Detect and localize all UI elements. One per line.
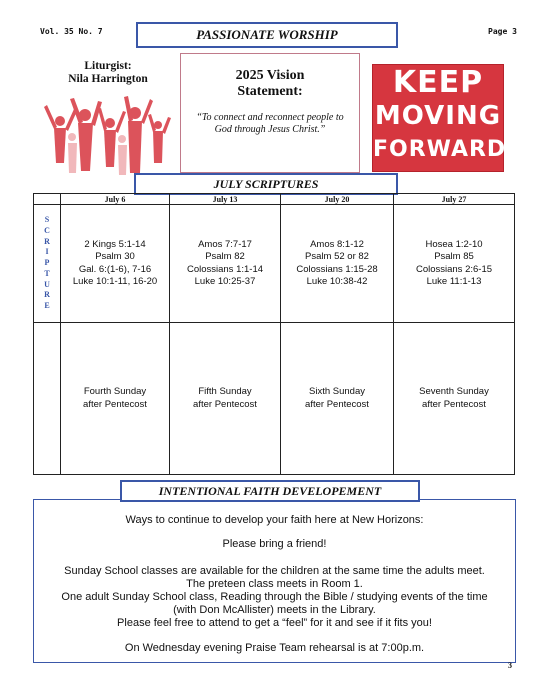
- readings-cell: [170, 205, 281, 323]
- sunday-season: after Pentecost: [193, 398, 257, 410]
- sunday-school-line: One adult Sunday School class, Reading through the Bible / studying events of the time: [61, 591, 488, 603]
- scriptures-title: JULY SCRIPTURES: [213, 177, 319, 191]
- scripture-side-label: [34, 205, 61, 323]
- reading: Amos 8:1-12: [310, 238, 364, 250]
- reading: Colossians 1:15-28: [296, 263, 378, 275]
- readings-cell: [394, 205, 515, 323]
- worship-figures-illustration: [40, 93, 172, 177]
- poster-line2: MOVING: [374, 101, 502, 131]
- readings-cell: [61, 205, 170, 323]
- page-label: Page 3: [488, 27, 517, 36]
- sunday-school-line: Please feel free to attend to get a “feel” for it and see if it fits you!: [117, 617, 432, 629]
- passionate-worship-banner: [136, 22, 398, 48]
- sunday-name: Fourth Sunday: [83, 386, 147, 397]
- sunday-school-line: (with Don McAllister) meets in the Library.: [173, 604, 376, 616]
- side-letter: T: [44, 268, 50, 278]
- liturgist-name: Nila Harrington: [68, 73, 148, 85]
- liturgist-block: [58, 60, 158, 86]
- sunday-name: Fifth Sunday: [198, 386, 252, 397]
- poster-line1: KEEP: [392, 65, 484, 100]
- reading: Hosea 1:2-10: [425, 238, 483, 250]
- sunday-cell: [394, 323, 515, 475]
- sunday-cell: [61, 323, 170, 475]
- bring-a-friend: Please bring a friend!: [222, 538, 327, 550]
- side-letter: E: [44, 301, 50, 311]
- date-header: July 20: [281, 194, 394, 205]
- july-scriptures-banner: [134, 173, 398, 195]
- readings-row: [34, 205, 515, 323]
- reading: Psalm 52 or 82: [305, 251, 369, 262]
- liturgist-label: Liturgist:: [84, 60, 132, 72]
- date-header: July 13: [170, 194, 281, 205]
- readings-cell: [281, 205, 394, 323]
- reading: Gal. 6:(1-6), 7-16: [78, 263, 152, 275]
- reading: Psalm 30: [95, 251, 135, 262]
- vision-title-line1: 2025 Vision: [235, 68, 305, 83]
- reading: Psalm 85: [434, 251, 474, 262]
- reading: 2 Kings 5:1-14: [84, 238, 146, 250]
- sunday-school-line: Sunday School classes are available for the children at the same time the adults meet.: [64, 565, 485, 577]
- side-letter: R: [44, 236, 50, 246]
- keep-moving-forward-poster: [372, 64, 507, 172]
- vision-quote-line2: God through Jesus Christ.”: [214, 124, 326, 135]
- side-letter: P: [44, 258, 50, 268]
- vision-statement-box: [180, 53, 360, 173]
- volume-label: Vol. 35 No. 7: [40, 27, 103, 36]
- vision-quote-line1: “To connect and reconnect people to: [196, 112, 344, 123]
- side-letter: I: [45, 247, 49, 257]
- side-letter: R: [44, 290, 50, 300]
- reading: Luke 10:1-11, 16-20: [72, 276, 158, 287]
- scripture-table: [33, 193, 515, 475]
- faith-title: INTENTIONAL FAITH DEVELOPEMENT: [158, 484, 382, 498]
- date-header: July 6: [61, 194, 170, 205]
- reading: Luke 11:1-13: [426, 276, 482, 287]
- faith-intro: Ways to continue to develop your faith here at New Horizons:: [125, 514, 424, 526]
- sunday-school-line: The preteen class meets in Room 1.: [186, 578, 363, 590]
- sunday-season: after Pentecost: [305, 398, 369, 410]
- sunday-name: Sixth Sunday: [309, 386, 365, 397]
- reading: Colossians 2:6-15: [415, 263, 493, 275]
- reading: Psalm 82: [205, 251, 245, 262]
- faith-development-banner: [120, 480, 420, 502]
- reading: Luke 10:25-37: [194, 276, 256, 287]
- sunday-row: [34, 323, 515, 475]
- sunday-side-cell: [34, 323, 61, 475]
- sunday-cell: [170, 323, 281, 475]
- sunday-cell: [281, 323, 394, 475]
- reading: Luke 10:38-42: [306, 276, 368, 287]
- faith-development-box: [33, 499, 516, 663]
- reading: Amos 7:7-17: [198, 238, 252, 250]
- table-corner: [34, 194, 61, 205]
- sunday-season: after Pentecost: [83, 398, 147, 410]
- footer-page-number: 3: [508, 661, 512, 670]
- date-header: July 27: [394, 194, 515, 205]
- banner-title: PASSIONATE WORSHIP: [196, 27, 338, 42]
- side-letter: C: [44, 225, 50, 235]
- side-letter: U: [44, 279, 50, 289]
- sunday-season: after Pentecost: [422, 398, 486, 410]
- sunday-name: Seventh Sunday: [419, 386, 489, 397]
- vision-title-line2: Statement:: [237, 84, 303, 99]
- table-header-row: [34, 194, 515, 205]
- reading: Colossians 1:1-14: [186, 263, 264, 275]
- wednesday-rehearsal: On Wednesday evening Praise Team rehearsal is at 7:00p.m.: [124, 642, 425, 654]
- side-letter: S: [44, 214, 50, 224]
- poster-line3: FORWARD: [373, 137, 507, 162]
